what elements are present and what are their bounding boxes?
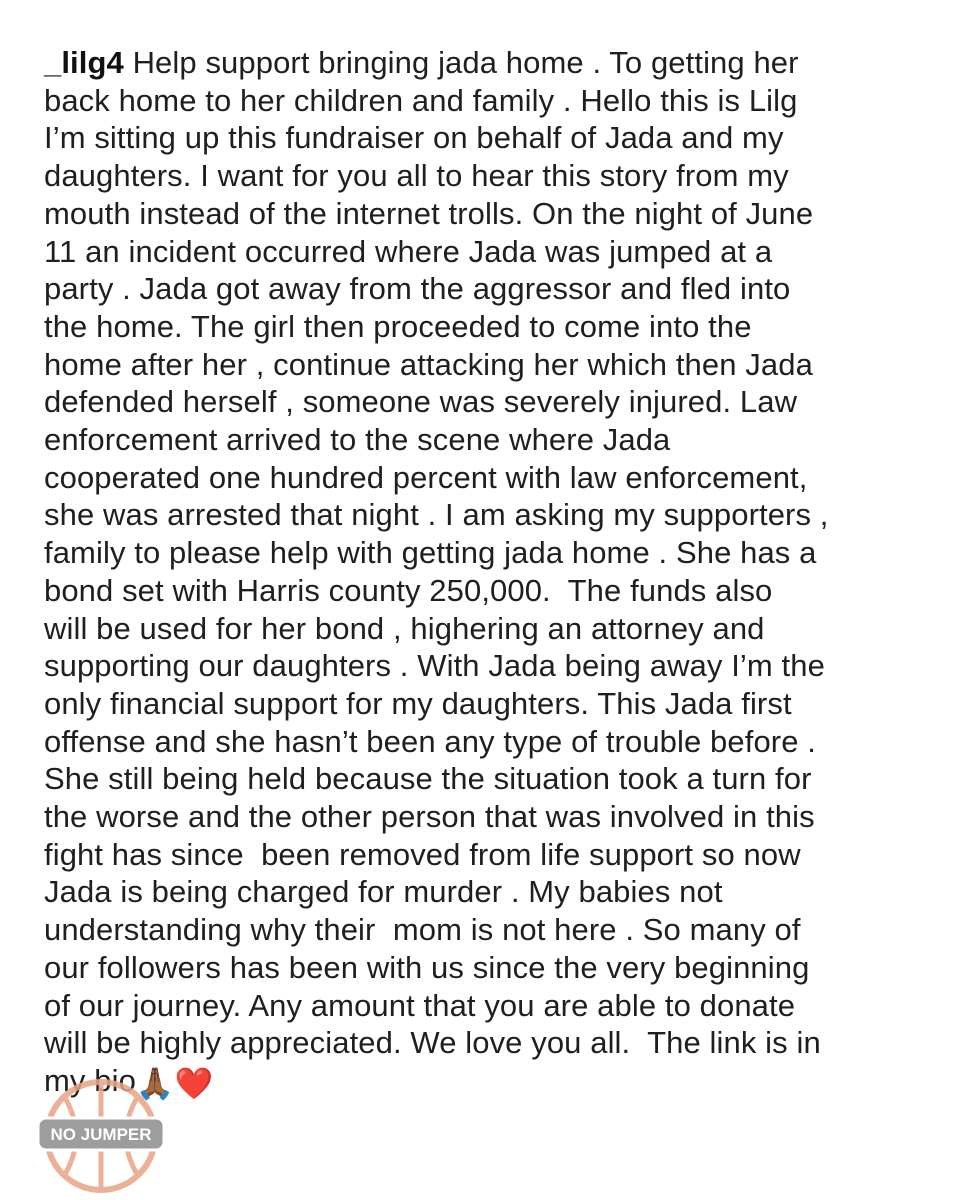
caption-line: Help support bringing jada home . To getting her [123, 45, 799, 80]
caption-line: the worse and the other person that was involved in this [44, 799, 815, 835]
post-caption [44, 44, 934, 1104]
watermark-text: NO JUMPER [50, 1125, 152, 1144]
caption-line-last [44, 1062, 934, 1104]
caption-line: defended herself , someone was severely injured. Law [44, 384, 798, 420]
caption-line: only financial support for my daughters. This Jada first [44, 685, 792, 721]
caption-line: of our journey. Any amount that you are able to donate [44, 987, 796, 1023]
caption-line: party . Jada got away from the aggressor and fled into [44, 271, 791, 307]
caption-line: my bio [44, 1062, 136, 1098]
praying-hands-emoji-icon: 🙏🏾 [135, 1065, 175, 1102]
caption-line: home after her , continue attacking her which then Jada [44, 346, 813, 382]
red-heart-emoji-icon: ❤️ [174, 1065, 214, 1102]
username[interactable]: _lilg4 [44, 45, 124, 80]
caption-line: enforcement arrived to the scene where Jada [44, 422, 671, 458]
caption-line: will be used for her bond , highering an attorney and [44, 610, 765, 646]
no-jumper-watermark [36, 1068, 166, 1198]
caption-line: offense and she hasn’t been any type of trouble before . [44, 723, 816, 759]
watermark-banner [38, 1118, 164, 1150]
caption-line: She still being held because the situation took a turn for [44, 761, 812, 797]
caption-line: she was arrested that night . I am asking my supporters , [44, 497, 829, 533]
caption-line: family to please help with getting jada home . She has a [44, 535, 817, 571]
caption-line: mouth instead of the internet trolls. On the night of June [44, 195, 814, 231]
caption-line: fight has since been removed from life support so now [44, 836, 801, 872]
caption-line: understanding why their mom is not here . So many of [44, 912, 801, 948]
caption-line: I’m sitting up this fundraiser on behalf of Jada and my [44, 120, 784, 156]
caption-line: bond set with Harris county 250,000. The funds also [44, 572, 773, 608]
caption-line: the home. The girl then proceeded to come into the [44, 308, 752, 344]
caption-line: daughters. I want for you all to hear this story from my [44, 158, 789, 194]
caption-line: back home to her children and family . Hello this is Lilg [44, 82, 798, 118]
caption-line: cooperated one hundred percent with law enforcement, [44, 459, 808, 495]
caption-line-first [44, 44, 934, 82]
caption-line: will be highly appreciated. We love you all. The link is in [44, 1025, 821, 1061]
caption-line: 11 an incident occurred where Jada was jumped at a [44, 233, 773, 269]
caption-line: Jada is being charged for murder . My babies not [44, 874, 723, 910]
caption-line: supporting our daughters . With Jada being away I’m the [44, 648, 825, 684]
caption-line: our followers has been with us since the very beginning [44, 949, 810, 985]
